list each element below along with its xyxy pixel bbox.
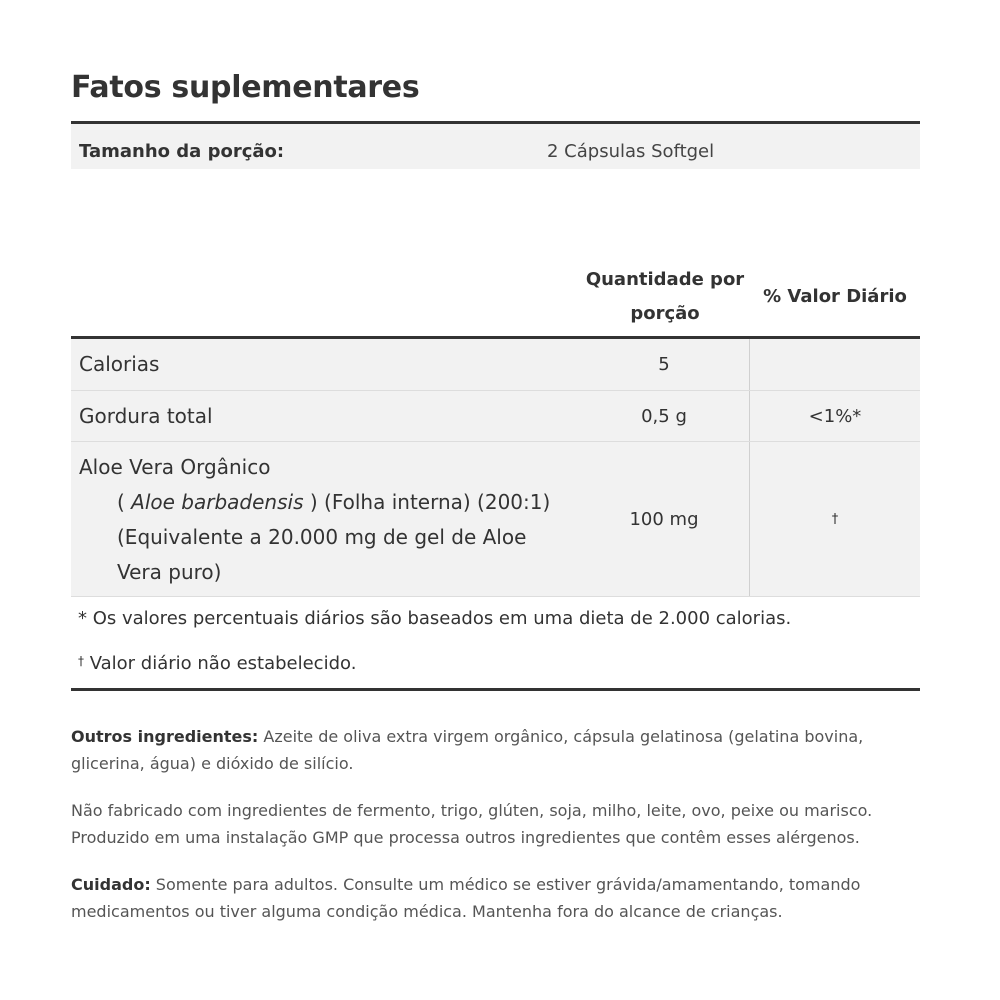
nutrient-detail-line1 [79,485,571,520]
nutrient-detail-line2: (Equivalente a 20.000 mg de gel de Aloe [117,525,527,549]
serving-size-row [71,121,920,169]
dagger-footnote-text: Valor diário não estabelecido. [84,653,357,674]
bottom-divider [71,688,920,691]
page-title: Fatos suplementares [71,70,420,105]
nutrient-name-block [71,442,579,596]
detail-rest: ) (Folha interna) (200:1) [303,490,551,514]
table-row [71,391,920,442]
serving-size-value: 2 Cápsulas Softgel [547,141,715,162]
nutrient-amount: 100 mg [629,508,699,530]
other-ingredients-label: Outros ingredientes: [71,727,259,746]
daily-value-header: % Valor Diário [763,286,907,307]
dagger-footnote [78,653,356,674]
caution-label: Cuidado: [71,875,151,894]
nutrient-name: Gordura total [79,404,213,428]
caution-text: Somente para adultos. Consulte um médico se estiver grávida/amamentando, tomando medicamentos ou tiver alguma condição médica. Mantenha fora do alcance de crianças. [71,875,861,921]
nutrient-name: Calorias [79,352,160,376]
dagger-symbol: † [78,654,84,668]
nutrition-table [71,336,920,597]
caution-notice [71,871,931,925]
amount-header-line1: Quantidade por [585,269,745,290]
detail-open-paren: ( [117,490,132,514]
species-name: Aloe barbadensis [131,490,304,514]
other-ingredients-text: Azeite de oliva extra virgem orgânico, cápsula gelatinosa (gelatina bovina, glicerina, água) e dióxido de silício. [71,727,864,773]
table-row [71,442,920,597]
nutrient-daily-value [749,339,920,390]
nutrient-daily-value: † [749,442,920,596]
table-row [71,339,920,391]
nutrient-amount: 5 [658,354,670,375]
nutrient-name: Aloe Vera Orgânico [79,455,271,479]
nutrient-amount: 0,5 g [641,405,687,427]
allergen-notice: Não fabricado com ingredientes de fermento, trigo, glúten, soja, milho, leite, ovo, peixe ou marisco. Produzido em uma instalação GMP que processa outros ingredientes que contêm esses alérgenos. [71,801,873,847]
amount-header-line2: porção [630,303,700,324]
serving-size-label: Tamanho da porção: [79,141,285,162]
other-ingredients [71,723,931,777]
nutrient-daily-value: <1%* [749,391,920,441]
amount-per-serving-header [578,263,752,331]
percent-footnote: * Os valores percentuais diários são baseados em uma dieta de 2.000 calorias. [78,608,792,629]
nutrient-detail-line3: Vera puro) [117,560,222,584]
